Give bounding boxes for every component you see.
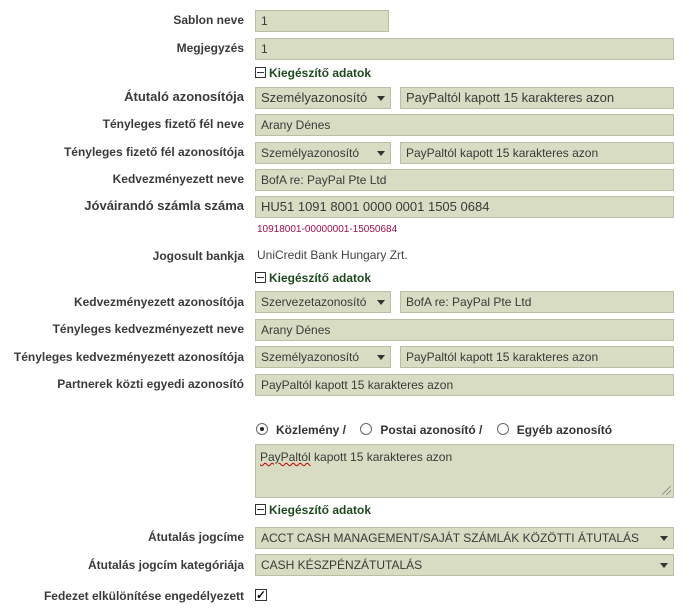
spellcheck-word: PayPaltól [260,450,311,464]
label-tenyleges-kedv-azonositoja: Tényleges kedvezményezett azonosítója [13,350,244,364]
chevron-down-icon [660,563,668,568]
remittance-type-radios [256,423,623,437]
jogosult-bankja-value: UniCredit Bank Hungary Zrt. [257,248,408,262]
collapse-icon [255,504,266,515]
label-kedvezmenyezett-azonositoja: Kedvezményezett azonosítója [73,295,244,309]
select-value: ACCT CASH MANAGEMENT/SAJÁT SZÁMLÁK KÖZÖTTI ÁTUTALÁS [261,531,640,545]
tenyleges-kedv-azonosito-input[interactable]: PayPaltól kapott 15 karakteres azon [400,346,674,368]
atutalo-azonosito-type-select[interactable] [255,87,391,109]
label-jogosult-bankja: Jogosult bankja [152,249,244,263]
section-toggle-1[interactable] [255,66,371,80]
jovairando-szamla-input[interactable]: HU51 1091 8001 0000 0001 1505 0684 [255,196,674,218]
label-megjegyzes: Megjegyzés [176,41,244,55]
kedvezmenyezett-neve-input[interactable]: BofA re: PayPal Pte Ltd [255,169,674,191]
atutalas-jogcime-select[interactable] [255,527,674,549]
tenyleges-kedv-neve-input[interactable]: Arany Dénes [255,319,674,341]
kedvezmenyezett-type-select[interactable] [255,291,391,313]
radio-kozlemeny[interactable] [256,423,346,437]
section-toggle-3[interactable] [255,503,371,517]
select-value: Szervezetazonosító [261,295,367,309]
chevron-down-icon [377,96,385,101]
tenyleges-fizeto-type-select[interactable] [255,142,391,164]
section-title: Kiegészítő adatok [269,66,372,80]
kedvezmenyezett-azonosito-input[interactable]: BofA re: PayPal Pte Ltd [400,291,674,313]
radio-label: Egyéb azonosító [516,423,613,437]
radio-empty-icon [360,423,372,435]
collapse-icon [255,272,266,283]
select-value: Személyazonosító [261,90,368,105]
resize-grip-icon[interactable] [662,486,671,495]
partnerek-kozti-input[interactable]: PayPaltól kapott 15 karakteres azon [255,374,674,396]
radio-label: Postai azonosító / [380,423,483,437]
tenyleges-fizeto-neve-input[interactable]: Arany Dénes [255,114,674,136]
tenyleges-kedv-type-select[interactable] [255,346,391,368]
collapse-icon [255,67,266,78]
atutalas-jogcim-kategoria-select[interactable] [255,554,674,576]
label-jovairando-szamla: Jóváirandó számla száma [84,198,244,213]
label-kedvezmenyezett-neve: Kedvezményezett neve [112,172,244,186]
kozlemeny-textarea[interactable] [255,444,674,498]
chevron-down-icon [377,355,385,360]
label-atutalas-jogcime: Átutalás jogcíme [147,530,244,544]
label-atutalas-jogcim-kategoria: Átutalás jogcím kategóriája [87,558,244,572]
account-number-hint: 10918001-00000001-15050684 [257,224,398,235]
fedezet-checkbox[interactable] [255,589,267,601]
megjegyzes-input[interactable]: 1 [255,38,674,60]
radio-postai-azonosito[interactable] [360,423,482,437]
label-fedezet: Fedezet elkülönítése engedélyezett [43,589,244,603]
section-toggle-2[interactable] [255,271,371,285]
check-icon: ✓ [256,588,267,602]
label-partnerek-kozti: Partnerek közti egyedi azonosító [57,377,244,391]
select-value: CASH KÉSZPÉNZÁTUTALÁS [261,558,423,572]
radio-empty-icon [497,423,509,435]
chevron-down-icon [377,151,385,156]
radio-egyeb-azonosito[interactable] [497,423,612,437]
radio-selected-icon [256,423,268,435]
select-value: Személyazonosító [261,350,360,364]
section-title: Kiegészítő adatok [269,503,372,517]
label-tenyleges-fizeto-neve: Tényleges fizető fél neve [102,117,244,131]
atutalo-azonosito-input[interactable]: PayPaltól kapott 15 karakteres azon [400,87,674,109]
label-sablon-neve: Sablon neve [173,13,244,27]
chevron-down-icon [660,536,668,541]
section-title: Kiegészítő adatok [269,271,372,285]
label-atutalo-azonositoja: Átutaló azonosítója [124,89,244,104]
chevron-down-icon [377,300,385,305]
radio-label: Közlemény / [276,423,347,437]
sablon-neve-input[interactable]: 1 [255,10,389,32]
tenyleges-fizeto-azonosito-input[interactable]: PayPaltól kapott 15 karakteres azon [400,142,674,164]
label-tenyleges-fizeto-azonositoja: Tényleges fizető fél azonosítója [63,145,244,159]
textarea-text: kapott 15 karakteres azon [310,450,453,464]
label-tenyleges-kedv-neve: Tényleges kedvezményezett neve [52,322,244,336]
select-value: Személyazonosító [261,146,360,160]
